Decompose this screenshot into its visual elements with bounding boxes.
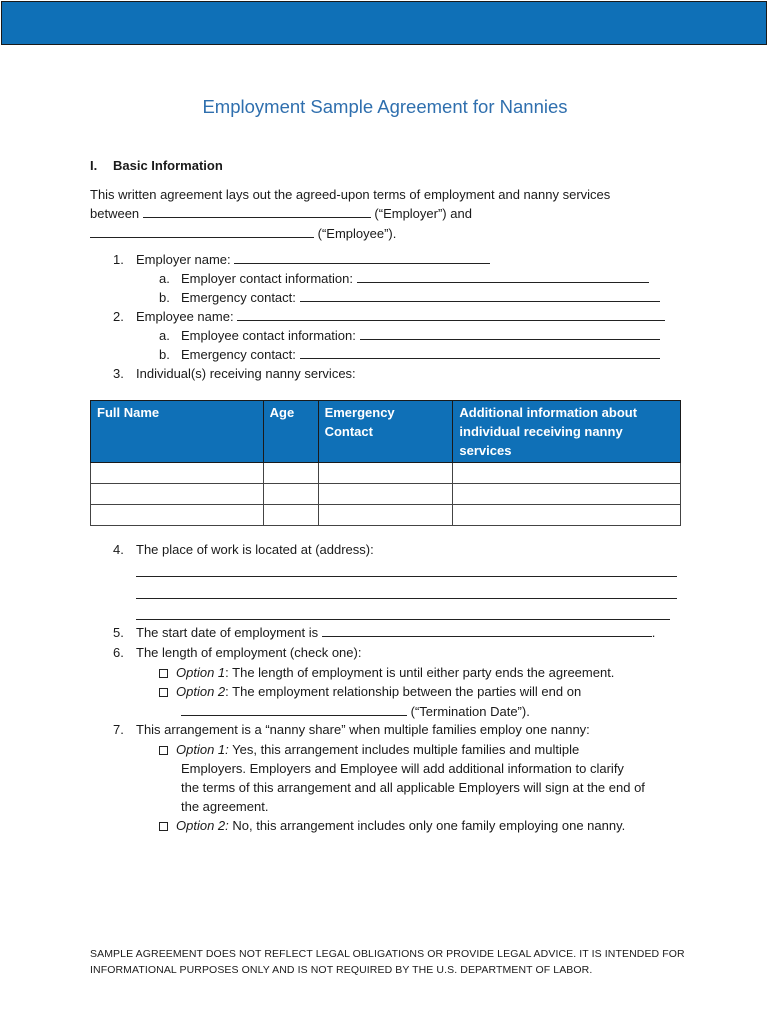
item-4-label: The place of work is located at (address): — [136, 542, 374, 557]
item-1-number: 1. — [113, 252, 124, 267]
table-cell[interactable] — [453, 463, 681, 484]
employee-blank[interactable] — [90, 224, 314, 238]
termination-date-blank[interactable] — [181, 702, 407, 716]
nanny-share-option-1-label: Option 1: — [176, 742, 229, 757]
item-5 — [136, 623, 655, 642]
table-cell[interactable] — [91, 463, 264, 484]
item-1a-number: a. — [159, 271, 170, 286]
section-number: I. — [90, 158, 98, 173]
header-additional-line-1: Additional information about — [459, 405, 638, 420]
table-cell[interactable] — [91, 484, 264, 505]
intro-line-3 — [90, 224, 396, 243]
nanny-share-option-1-line-4: the agreement. — [181, 799, 269, 814]
employer-contact-blank[interactable] — [357, 269, 649, 283]
item-1b-number: b. — [159, 290, 170, 305]
item-2a — [181, 326, 660, 345]
item-7-number: 7. — [113, 722, 124, 737]
table-cell[interactable] — [263, 484, 318, 505]
employer-name-label: Employer name: — [136, 252, 231, 267]
section-heading: Basic Information — [113, 158, 223, 173]
item-2-number: 2. — [113, 309, 124, 324]
table-cell[interactable] — [263, 463, 318, 484]
employer-blank[interactable] — [143, 204, 371, 218]
header-full-name: Full Name — [91, 401, 264, 463]
page-title: Employment Sample Agreement for Nannies — [202, 96, 568, 117]
header-additional-line-2: individual receiving nanny — [459, 424, 623, 439]
disclaimer-line-2: INFORMATIONAL PURPOSES ONLY AND IS NOT REQUIRED BY THE U.S. DEPARTMENT OF LABOR. — [90, 964, 593, 976]
termination-date-tag: (“Termination Date”). — [410, 704, 530, 719]
intro-between: between — [90, 206, 140, 221]
employer-tag: (“Employer”) and — [374, 206, 472, 221]
checkbox-icon[interactable] — [159, 822, 168, 831]
nanny-share-option-1 — [159, 740, 579, 759]
employer-emergency-label: Emergency contact: — [181, 290, 296, 305]
checkbox-icon[interactable] — [159, 669, 168, 678]
nanny-share-option-1-line-2: Employers. Employers and Employee will add additional information to clarify — [181, 761, 624, 776]
table-header-row — [91, 401, 681, 463]
item-5-number: 5. — [113, 625, 124, 640]
item-1 — [136, 250, 490, 269]
employer-emergency-blank[interactable] — [300, 288, 660, 302]
length-option-2 — [159, 682, 581, 701]
length-option-2-text: : The employment relationship between the parties will end on — [225, 684, 582, 699]
table-cell[interactable] — [318, 505, 453, 526]
length-option-1-text: : The length of employment is until either party ends the agreement. — [225, 665, 615, 680]
header-age: Age — [263, 401, 318, 463]
employer-name-blank[interactable] — [234, 250, 490, 264]
individuals-table — [90, 400, 681, 526]
employee-tag: (“Employee”). — [317, 226, 397, 241]
item-2a-number: a. — [159, 328, 170, 343]
length-option-1-label: Option 1 — [176, 665, 226, 680]
table-cell[interactable] — [263, 505, 318, 526]
nanny-share-option-2-text: No, this arrangement includes only one family employing one nanny. — [228, 818, 626, 833]
employee-emergency-label: Emergency contact: — [181, 347, 296, 362]
address-line-3[interactable] — [136, 619, 670, 620]
disclaimer-line-1: SAMPLE AGREEMENT DOES NOT REFLECT LEGAL OBLIGATIONS OR PROVIDE LEGAL ADVICE. IT IS INTENDED FOR — [90, 948, 685, 960]
employee-emergency-blank[interactable] — [300, 345, 660, 359]
table-cell[interactable] — [91, 505, 264, 526]
table-cell[interactable] — [453, 484, 681, 505]
header-banner — [1, 1, 767, 45]
header-emergency-contact: Emergency Contact — [318, 401, 453, 463]
address-line-2[interactable] — [136, 598, 677, 599]
checkbox-icon[interactable] — [159, 746, 168, 755]
employee-contact-blank[interactable] — [360, 326, 660, 340]
length-option-1 — [159, 663, 614, 682]
table-row — [91, 505, 681, 526]
checkbox-icon[interactable] — [159, 688, 168, 697]
address-line-1[interactable] — [136, 576, 677, 577]
nanny-share-option-2-label: Option 2: — [176, 818, 229, 833]
intro-line-1: This written agreement lays out the agreed-upon terms of employment and nanny services — [90, 187, 611, 202]
item-2 — [136, 307, 665, 326]
item-3-number: 3. — [113, 366, 124, 381]
item-7-label: This arrangement is a “nanny share” when multiple families employ one nanny: — [136, 722, 590, 737]
table-cell[interactable] — [318, 463, 453, 484]
table-row — [91, 463, 681, 484]
header-additional-info — [453, 401, 681, 463]
disclaimer-footer — [90, 946, 685, 978]
start-date-blank[interactable] — [322, 623, 652, 637]
table-cell[interactable] — [453, 505, 681, 526]
nanny-share-option-2 — [159, 816, 625, 835]
start-date-label: The start date of employment is — [136, 625, 319, 640]
termination-date-line — [181, 702, 530, 721]
header-additional-line-3: services — [459, 443, 512, 458]
item-2b — [181, 345, 660, 364]
table-cell[interactable] — [318, 484, 453, 505]
employer-contact-label: Employer contact information: — [181, 271, 353, 286]
start-date-period: . — [651, 625, 656, 640]
employee-name-label: Employee name: — [136, 309, 234, 324]
nanny-share-option-1-line-1: Yes, this arrangement includes multiple families and multiple — [228, 742, 580, 757]
item-3-label: Individual(s) receiving nanny services: — [136, 366, 356, 381]
table-row — [91, 484, 681, 505]
item-2b-number: b. — [159, 347, 170, 362]
employee-contact-label: Employee contact information: — [181, 328, 356, 343]
employee-name-blank[interactable] — [237, 307, 665, 321]
item-1a — [181, 269, 649, 288]
intro-line-2 — [90, 204, 472, 223]
item-6-number: 6. — [113, 645, 124, 660]
item-4-number: 4. — [113, 542, 124, 557]
item-6-label: The length of employment (check one): — [136, 645, 362, 660]
item-1b — [181, 288, 660, 307]
nanny-share-option-1-line-3: the terms of this arrangement and all applicable Employers will sign at the end of — [181, 780, 645, 795]
length-option-2-label: Option 2 — [176, 684, 226, 699]
